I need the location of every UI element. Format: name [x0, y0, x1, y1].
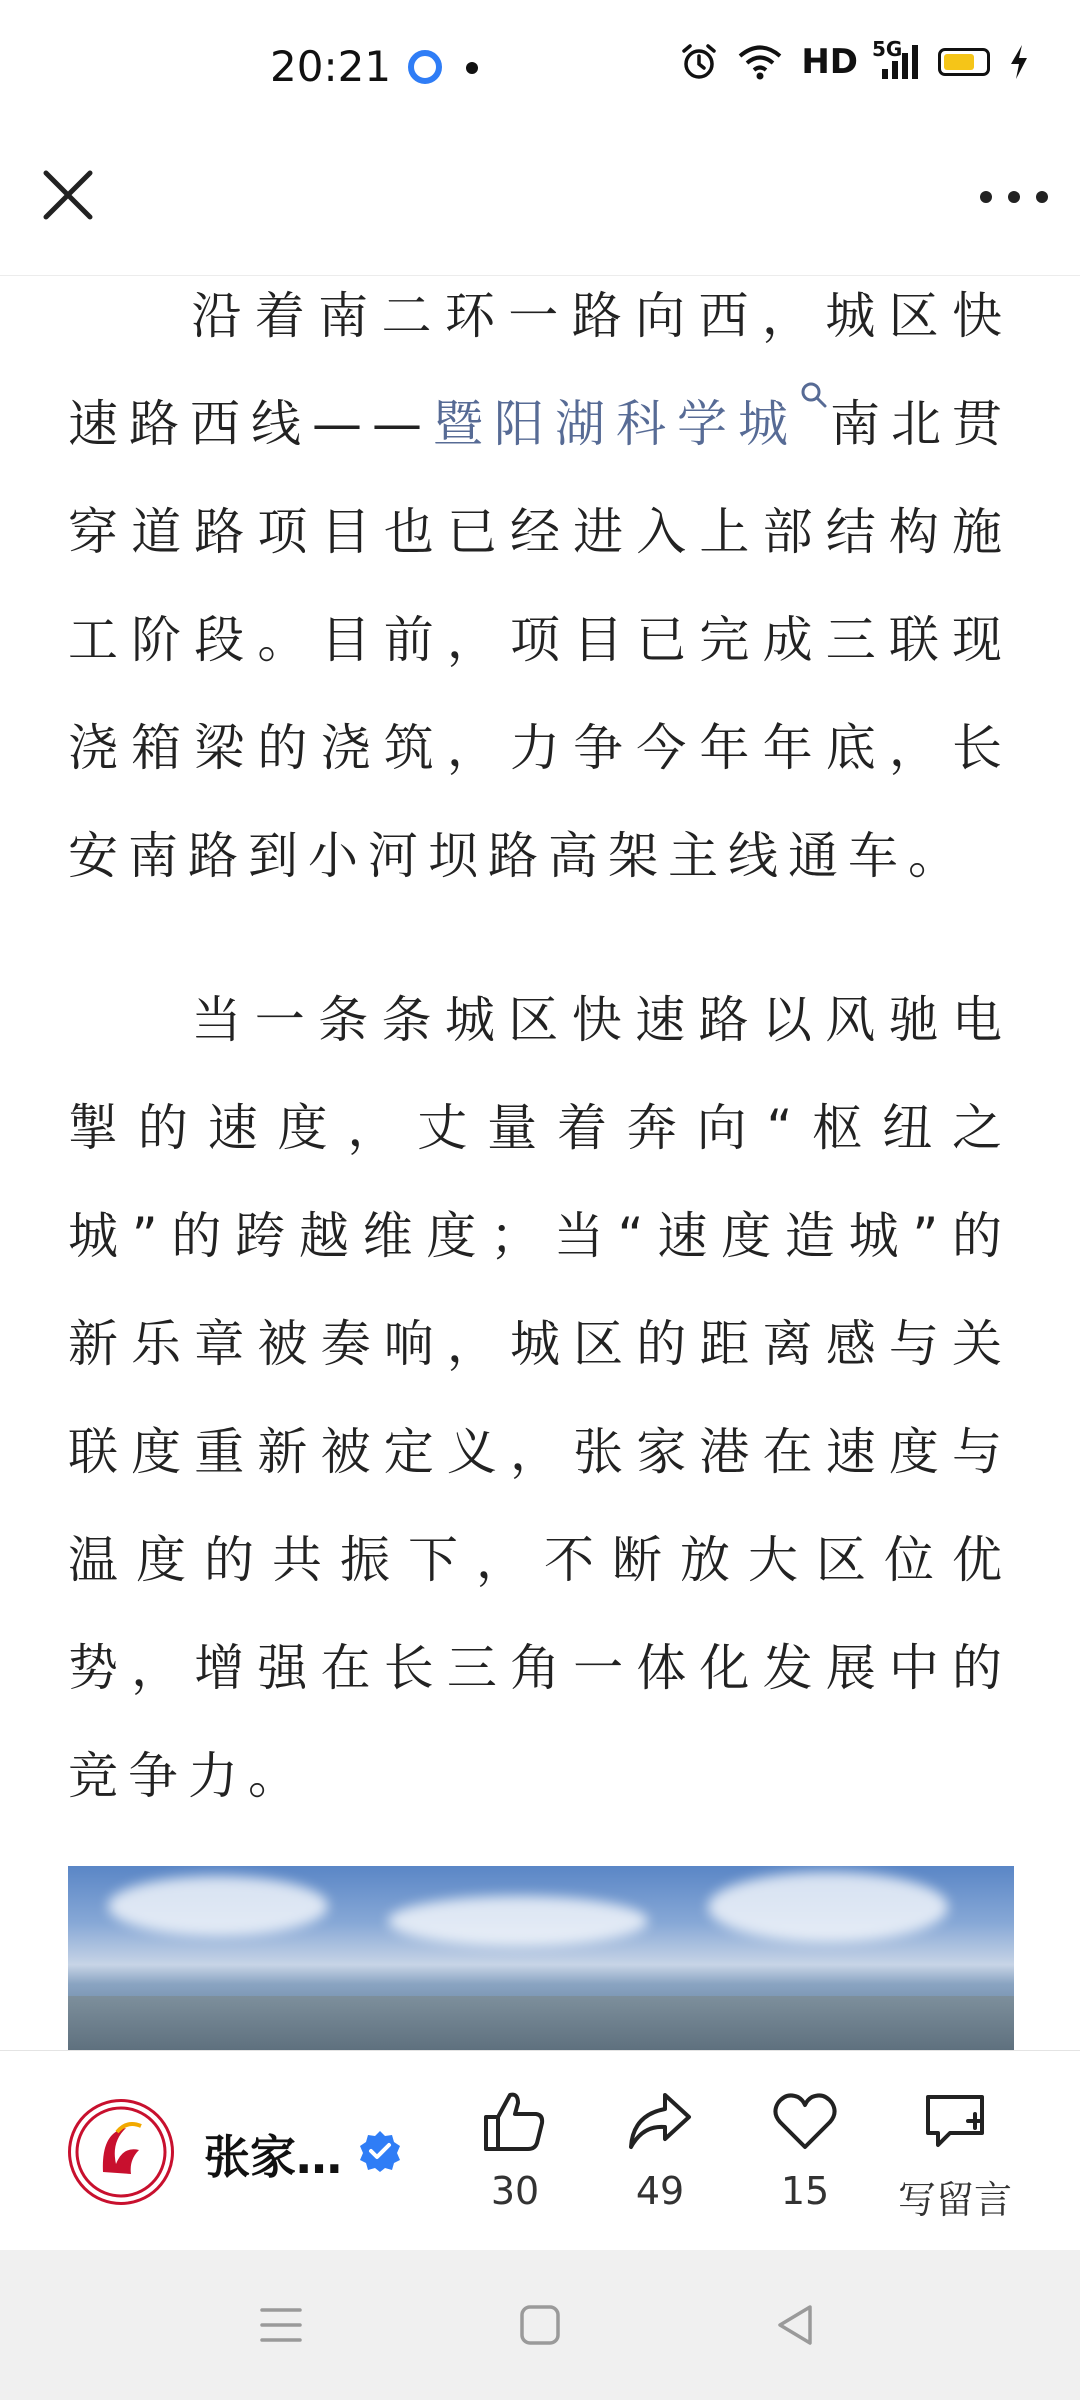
cell-type-label: 5G [872, 37, 903, 61]
home-icon[interactable] [517, 2302, 563, 2348]
write-comment-label: 写留言 [897, 2178, 1012, 2222]
like-button[interactable] [450, 2087, 580, 2213]
menu-icon[interactable] [258, 2302, 304, 2348]
account-avatar[interactable] [68, 2099, 174, 2205]
bottom-action-bar [0, 2050, 1080, 2251]
write-comment-button[interactable] [885, 2087, 1025, 2224]
more-dot-icon [1036, 191, 1048, 203]
account-name[interactable]: 张家… [204, 2130, 342, 2184]
status-bar [0, 0, 1080, 135]
top-bar [0, 135, 1080, 276]
system-nav-bar [0, 2250, 1080, 2400]
paragraph-text: 当一条条城区快速路以风驰电掣的速度，丈量着奔向“枢纽之城”的跨越维度；当“速度造城”的新乐章被奏响，城区的距离感与关联度重新被定义，张家港在速度与温度的共振下，不断放大区位优势，增强在长三角一体化发展中的竞争力。 [68, 991, 1012, 1805]
comment-add-icon [920, 2087, 990, 2157]
search-icon [799, 380, 829, 410]
network-type-label: HD [801, 42, 858, 82]
notification-dot-icon [466, 62, 478, 74]
more-options-button[interactable] [980, 177, 1048, 217]
article-paragraph [68, 966, 1012, 1830]
battery-icon [938, 48, 990, 76]
browser-notification-icon [408, 50, 442, 84]
alarm-icon [679, 42, 719, 82]
article-image[interactable] [68, 1866, 1014, 2056]
article-paragraph [68, 262, 1012, 910]
more-dot-icon [1008, 191, 1020, 203]
status-time: 20:21 [270, 42, 392, 91]
article-body [68, 262, 1012, 1830]
wifi-icon [737, 43, 783, 81]
share-button[interactable] [595, 2087, 725, 2213]
back-icon[interactable] [772, 2302, 818, 2348]
city-skyline [68, 1996, 1014, 2056]
share-icon [625, 2087, 695, 2157]
thumbs-up-icon [480, 2087, 550, 2157]
search-link-text: 暨阳湖科学城 [432, 395, 799, 453]
favorite-count: 15 [780, 2169, 830, 2213]
paragraph-text: 沿着南二环一路向西，城区快速路西线—— [68, 287, 1012, 453]
signal-strength [872, 37, 920, 81]
charging-icon [1008, 43, 1030, 81]
more-dot-icon [980, 191, 992, 203]
search-link[interactable] [432, 395, 829, 453]
verified-badge-icon [358, 2129, 402, 2173]
like-count: 30 [490, 2169, 540, 2213]
close-icon[interactable] [38, 165, 98, 225]
account-logo-icon [71, 2102, 171, 2202]
status-icons [679, 37, 1030, 82]
share-count: 49 [635, 2169, 685, 2213]
heart-icon [770, 2087, 840, 2157]
paragraph-text: 南北贯穿道路项目也已经进入上部结构施工阶段。目前，项目已完成三联现浇箱梁的浇筑，力争今年年底，长安南路到小河坝路高架主线通车。 [68, 395, 1012, 885]
favorite-button[interactable] [740, 2087, 870, 2213]
